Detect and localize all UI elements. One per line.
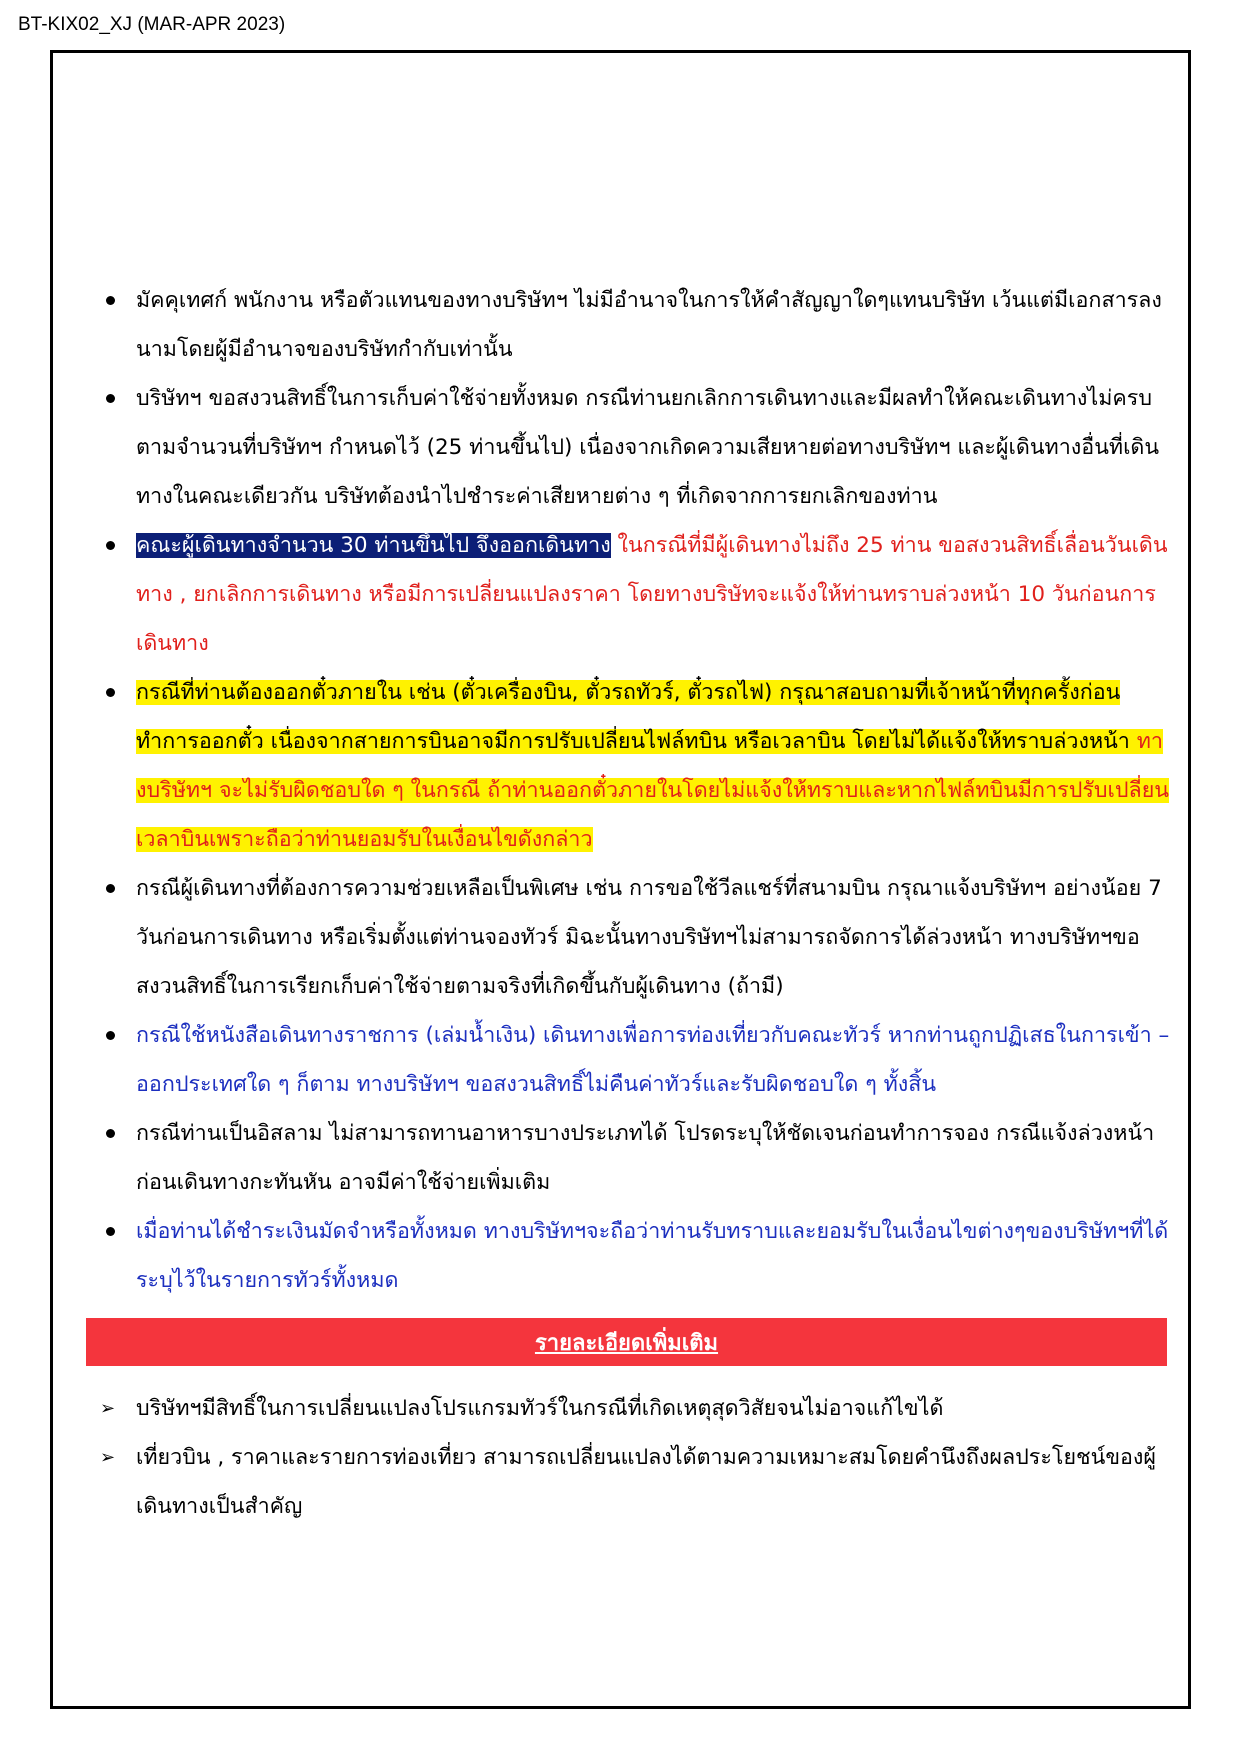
bullet-icon: [106, 296, 115, 305]
list-item: [100, 864, 1180, 1011]
section-title: รายละเอียดเพิ่มเติม: [534, 1330, 719, 1356]
section-header-more-details: [86, 1318, 1167, 1366]
list-item: [100, 1011, 1180, 1109]
list-item: [100, 668, 1180, 864]
arrow-bullet-icon: ➢: [100, 1447, 116, 1468]
document-code: BT-KIX02_XJ (MAR-APR 2023): [18, 14, 286, 35]
condition-text: กรณีผู้เดินทางที่ต้องการความช่วยเหลือเป็นพิเศษ เช่น การขอใช้วีลแชร์ที่สนามบิน กรุณาแจ้งบริษัทฯ อย่างน้อย 7 วันก่อนการเดินทาง หรือเริ่มตั้งแต่ท่านจองทัวร์ มิฉะนั้นทางบริษัทฯไม่สามารถจัดการได้ล่วงหน้า ทางบริษัทฯขอสงวนสิทธิ์ในการเรียกเก็บค่าใช้จ่ายตามจริงที่เกิดขึ้นกับผู้เดินทาง (ถ้ามี): [136, 876, 1162, 999]
bullet-icon: [106, 1031, 115, 1040]
detail-text: บริษัทฯมีสิทธิ์ในการเปลี่ยนแปลงโปรแกรมทัวร์ในกรณีที่เกิดเหตุสุดวิสัยจนไม่อาจแก้ไขได้: [136, 1396, 944, 1421]
ticket-notice-highlight: กรณีที่ท่านต้องออกตั๋วภายใน เช่น (ตั๋วเครื่องบิน, ตั๋วรถทัวร์, ตั๋วรถไฟ) กรุณาสอบถามที่เจ้าหน้าที่ทุกครั้งก่อนทำการออกตั๋ว เนื่องจากสายการบินอาจมีการปรับเปลี่ยนไฟล์ทบิน หรือเวลาบิน โดยไม่ได้แจ้งให้ทราบล่วงหน้า: [136, 680, 1130, 754]
condition-text: กรณีท่านเป็นอิสลาม ไม่สามารถทานอาหารบางประเภทได้ โปรดระบุให้ชัดเจนก่อนทำการจอง กรณีแจ้งล่วงหน้าก่อนเดินทางกะทันหัน อาจมีค่าใช้จ่ายเพิ่มเติม: [136, 1121, 1155, 1195]
bullet-icon: [106, 541, 115, 550]
bullet-icon: [106, 1227, 115, 1236]
bullet-icon: [106, 1129, 115, 1138]
ticket-warning-highlight: ทางบริษัทฯ จะไม่รับผิดชอบใด ๆ ในกรณี ถ้าท่านออกตั๋วภายในโดยไม่แจ้งให้ทราบและหากไฟล์ทบินมีการปรับเปลี่ยนเวลาบินเพราะถือว่าท่านยอมรับในเงื่อนไขดังกล่าว: [136, 729, 1169, 852]
arrow-bullet-icon: ➢: [100, 1398, 116, 1419]
condition-text: กรณีใช้หนังสือเดินทางราชการ (เล่มน้ำเงิน) เดินทางเพื่อการท่องเที่ยวกับคณะทัวร์ หากท่านถูกปฏิเสธในการเข้า – ออกประเทศใด ๆ ก็ตาม ทางบริษัทฯ ขอสงวนสิทธิ์ไม่คืนค่าทัวร์และรับผิดชอบใด ๆ ทั้งสิ้น: [136, 1023, 1170, 1097]
bullet-icon: [106, 884, 115, 893]
condition-text: เมื่อท่านได้ชำระเงินมัดจำหรือทั้งหมด ทางบริษัทฯจะถือว่าท่านรับทราบและยอมรับในเงื่อนไขต่างๆของบริษัทฯที่ได้ระบุไว้ในรายการทัวร์ทั้งหมด: [136, 1219, 1169, 1293]
group-size-highlight: คณะผู้เดินทางจำนวน 30 ท่านขึ้นไป จึงออกเดินทาง: [136, 533, 611, 558]
list-item: [100, 276, 1180, 374]
list-item: [100, 1384, 1180, 1433]
list-item: [100, 1207, 1180, 1305]
list-item: [100, 521, 1180, 668]
list-item: [100, 1433, 1180, 1531]
bullet-icon: [106, 688, 115, 697]
list-item: [100, 374, 1180, 521]
bullet-icon: [106, 394, 115, 403]
condition-text: ในกรณีที่มีผู้เดินทางไม่ถึง 25 ท่าน ขอสงวนสิทธิ์เลื่อนวันเดินทาง , ยกเลิกการเดินทาง หรือมีการเปลี่ยนแปลงราคา โดยทางบริษัทจะแจ้งให้ท่านทราบล่วงหน้า 10 วันก่อนการเดินทาง: [136, 533, 1168, 656]
condition-text: บริษัทฯ ขอสงวนสิทธิ์ในการเก็บค่าใช้จ่ายทั้งหมด กรณีท่านยกเลิกการเดินทางและมีผลทำให้คณะเดินทางไม่ครบตามจำนวนที่บริษัทฯ กำหนดไว้ (25 ท่านขึ้นไป) เนื่องจากเกิดความเสียหายต่อทางบริษัทฯ และผู้เดินทางอื่นที่เดินทางในคณะเดียวกัน บริษัทต้องนำไปชำระค่าเสียหายต่าง ๆ ที่เกิดจากการยกเลิกของท่าน: [136, 386, 1160, 509]
more-details-list: [100, 1384, 1180, 1531]
condition-text: มัคคุเทศก์ พนักงาน หรือตัวแทนของทางบริษัทฯ ไม่มีอำนาจในการให้คำสัญญาใดๆแทนบริษัท เว้นแต่มีเอกสารลงนามโดยผู้มีอำนาจของบริษัทกำกับเท่านั้น: [136, 288, 1162, 362]
conditions-list: [100, 276, 1180, 1305]
detail-text: เที่ยวบิน , ราคาและรายการท่องเที่ยว สามารถเปลี่ยนแปลงได้ตามความเหมาะสมโดยคำนึงถึงผลประโยชน์ของผู้เดินทางเป็นสำคัญ: [136, 1445, 1157, 1519]
list-item: [100, 1109, 1180, 1207]
